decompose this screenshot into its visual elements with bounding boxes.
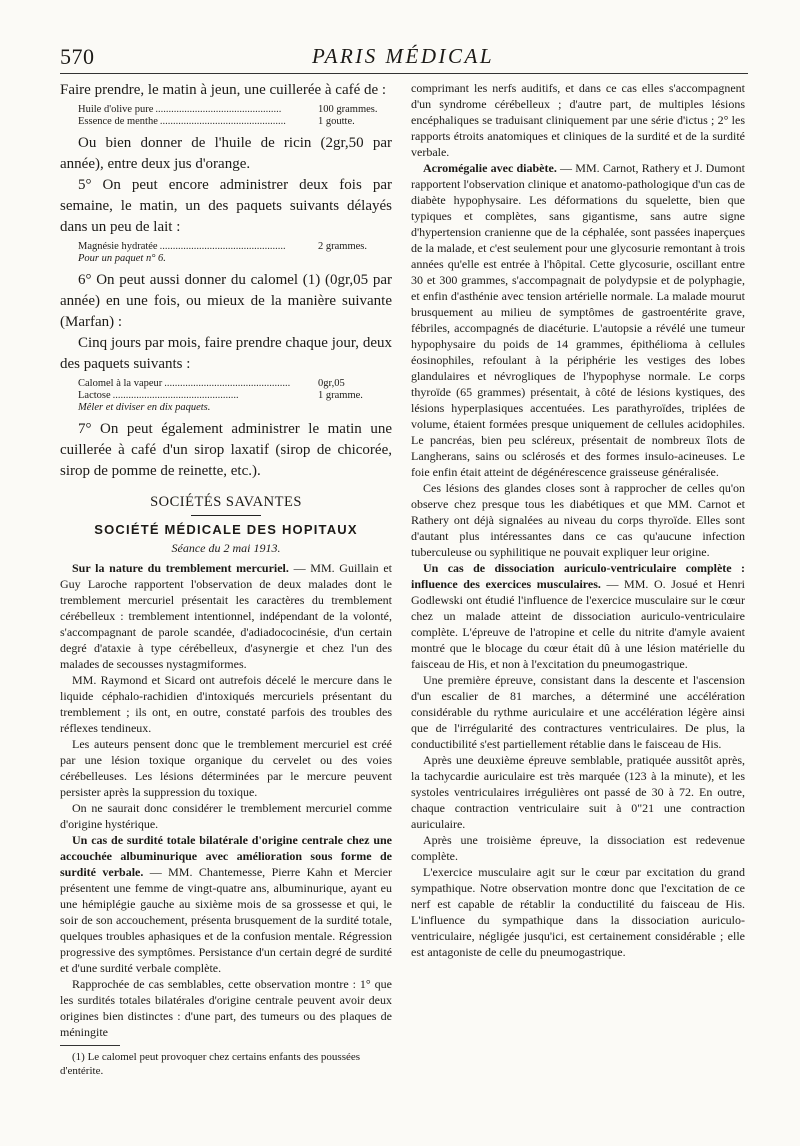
ingredient-name: Huile d'olive pure (78, 104, 154, 115)
paragraph: Rapprochée de cas semblables, cette observation montre : 1° que les surdités totales bilatérales d'origine centrale peuvent avoir deux origines bien distinctes : d'une part, des tumeurs ou des plaques de méningite (60, 977, 392, 1039)
society-title: SOCIÉTÉ MÉDICALE DES HOPITAUX (94, 522, 358, 537)
ingredient-name: Magnésie hydratée (78, 241, 158, 252)
paragraph: Ou bien donner de l'huile de ricin (2gr,50 par année), entre deux jus d'orange. (60, 135, 392, 172)
paragraph: Après une deuxième épreuve semblable, pratiquée aussitôt après, la tachycardie auriculaire est très marquée (123 à la minute), et les systoles ventriculaires irrégulières ont passé de 30 à 72. En outre, chaque contraction ventriculaire suit à 0"21 une contraction auriculaire. (411, 753, 745, 831)
ingredient-quantity: 100 grammes. (318, 104, 378, 115)
ingredient-quantity: 0gr,05 (318, 378, 345, 389)
ingredient-name: Essence de menthe (78, 116, 158, 127)
paragraph: L'exercice musculaire agit sur le cœur par excitation du grand sympathique. Notre observation montre donc que l'excitation de ce nerf est capable de rétablir la conductilité du faisceau de His. L'influence du sympathique dans la dissociation auriculo-ventriculaire, négligée jusqu'ici, est certainement considérable ; elle est antagoniste de celle du pneumogastrique. (411, 865, 745, 959)
paragraph (411, 160, 745, 480)
item-body: — MM. Guillain et Guy Laroche rapportent l'observation de deux malades dont le tremblement mercuriel présentait les caractères du tremblement cérébelleux : tremblement intentionnel, indépendant de la volonté, s'accompagnant de parole scandée, d'adiadococinésie, d'un certain degré d'ataxie à type cérébelleux, d'asynergie et chez l'un des malades de secousses nystagmiformes. (60, 561, 392, 671)
paragraph: 6° On peut aussi donner du calomel (1) (0gr,05 par année) en une fois, ou mieux de la manière suivante (Marfan) : (60, 272, 392, 330)
ingredient-quantity: 1 goutte. (318, 116, 355, 127)
paragraph (411, 560, 745, 672)
paragraph: 5° On peut encore administrer deux fois par semaine, le matin, un des paquets suivants délayés dans un peu de lait : (60, 177, 392, 235)
prescription-line: Essence de menthe ................................................ 1 goutte. (78, 116, 392, 128)
item-heading: Sur la nature du tremblement mercuriel. (72, 561, 289, 575)
ingredient-quantity: 2 grammes. (318, 241, 367, 252)
page-number: 570 (60, 44, 95, 69)
item-body: — MM. Chantemesse, Pierre Kahn et Mercier présentent une femme de vingt-quatre ans, albuminurique, ayant eu une hémiplégie gauche au sixième mois de sa grossesse et qui, le soir de son accouchement, présenta brusquement de la surdité totale, quelques troubles aphasiques et de la confusion mentale. Régression progressive des symptômes. Persistance d'un certain degré de surdité et d'une surdité verbale complète. (60, 865, 392, 975)
footnote: (1) Le calomel peut provoquer chez certains enfants des poussées d'entérite. (60, 1051, 361, 1077)
paragraph: MM. Raymond et Sicard ont autrefois décelé le mercure dans le liquide céphalo-rachidien d'intoxiqués mercuriels présentant du tremblement ; ils ont, en outre, constaté parfois des troubles des réflexes tendineux. (60, 673, 392, 735)
left-column (60, 80, 392, 1078)
paragraph: On ne saurait donc considérer le tremblement mercuriel comme d'origine hystérique. (60, 801, 392, 831)
paragraph: Après une troisième épreuve, la dissociation est redevenue complète. (411, 833, 745, 863)
ingredient-name: Calomel à la vapeur (78, 378, 163, 389)
footnote-rule (60, 1045, 120, 1046)
paragraph: Cinq jours par mois, faire prendre chaque jour, deux des paquets suivants : (60, 335, 392, 372)
item-heading: Un cas de dissociation auriculo-ventriculaire complète : influence des exercices musculaires. (411, 561, 745, 591)
prescription (78, 378, 392, 414)
prescription-line: Lactose ................................................ 1 gramme. (78, 390, 392, 402)
paragraph: Les auteurs pensent donc que le tremblement mercuriel est créé par une lésion toxique organique du cervelet ou des voies cérébelleuses. Les lésions déterminées par le mercure peuvent persister après la suppression du toxique. (60, 737, 392, 799)
right-column (411, 80, 745, 960)
item-body: — MM. Carnot, Rathery et J. Dumont rapportent l'observation clinique et anatomo-pathologique d'un cas de diabète hypophysaire. Les déformations du squelette, bien que typiques et complètes, sans gigantisme, sans autre signe d'hypertension cranienne que de la céphalée, sont passées inaperçues de la malade, et c'est seulement pour une glycosurie remontant à trois années qu'elle est entrée à l'hôpital. Cette glycosurie, oscillant entre 30 et 300 grammes, s'accompagnait de polydypsie et de polyphagie, et enfin d'asthénie avec tension artérielle normale. La malade mourut brusquement au milieu de symptômes de gastroentérite grave, fébriles, accompagnés de diacéturie. L'autopsie a révélé une tumeur hypophysaire du poids de 14 grammes, épithélioma à cellules éosinophiles, refoulant à la périphérie les vestiges des lobes glandulaires et névrogliques de l'hypophyse normale. Le corps thyroïde (65 grammes) présentait, à côté de lésions kystiques, des lésions hyperplasiques accentuées. Les parathyroïdes, triplées de volume, étaient formées presque uniquement de cellules acidophiles. Le pancréas, bien peu scléreux, présentait de nombreux îlots de Langherans, sains ou sclérosés et des formes insulo-acineuses. Le foie enfin était atteint de dégénérescence graisseuse généralisée. (411, 161, 746, 479)
prescription (78, 104, 392, 128)
session-date: Séance du 2 mai 1913. (171, 541, 281, 555)
paragraph (60, 832, 392, 976)
item-heading: Un cas de surdité totale bilatérale d'origine centrale chez une accouchée albuminurique avec amélioration sous forme de surdité verbale. (60, 833, 392, 879)
ingredient-name: Lactose (78, 390, 111, 401)
header-rule (60, 73, 748, 74)
paragraph (60, 560, 392, 672)
section-title: SOCIÉTÉS SAVANTES (150, 494, 302, 510)
paragraph: Faire prendre, le matin à jeun, une cuillerée à café de : (60, 82, 387, 98)
prescription-note: Mêler et diviser en dix paquets. (78, 402, 211, 413)
prescription-line: Calomel à la vapeur ................................................ 0gr,05 (78, 378, 392, 390)
paragraph: comprimant les nerfs auditifs, et dans ce cas elles s'accompagnent d'un syndrome cérébelleux ; d'autre part, de multiples lésions encéphaliques se traduisant cliniquement par une série d'ictus ; 2° les rapports étroits anatomiques et cliniques de la surdité et de la surdité verbale. (411, 81, 745, 159)
prescription-note: Pour un paquet n° 6. (78, 253, 166, 264)
paragraph: Ces lésions des glandes closes sont à rapprocher de celles qu'on observe chez presque tous les diabétiques et que MM. Carnot et Rathery ont déjà signalées au niveau du corps thyroïde. Elles sont d'autant plus intéressantes dans ce cas qu'aucune infection tuberculeuse ou syphilitique ne pouvait expliquer leur origine. (411, 481, 745, 559)
prescription-line: Magnésie hydratée ................................................ 2 grammes. (78, 241, 392, 253)
item-heading: Acromégalie avec diabète. (423, 161, 557, 175)
item-body: — MM. O. Josué et Henri Godlewski ont étudié l'influence de l'exercice musculaire sur le cœur chez un malade atteint de dissociation auriculo-ventriculaire complète. L'épreuve de l'atropine et celle du nitrite d'amyle avaient montré que le blocage du cœur était dû à une lésion matérielle du faisceau de His, et non à l'excitation du pneumogastrique. (411, 577, 745, 671)
prescription (78, 241, 392, 265)
ingredient-quantity: 1 gramme. (318, 390, 363, 401)
prescription-line: Huile d'olive pure ................................................ 100 grammes. (78, 104, 392, 116)
paragraph: Une première épreuve, consistant dans la descente et l'ascension d'un escalier de 81 marches, a déterminé une accélération considérable du rythme auriculaire et une accélération légère ainsi que de l'irrégularité des contractures ventriculaires. De plus, la conductibilité s'est partiellement rétablie dans le faisceau de His. (411, 673, 745, 751)
paragraph: 7° On peut également administrer le matin une cuillerée à café d'un sirop laxatif (sirop de chicorée, sirop de pomme de reinette, etc.). (60, 421, 392, 479)
section-rule (191, 515, 261, 516)
running-title: PARIS MÉDICAL (312, 44, 495, 68)
